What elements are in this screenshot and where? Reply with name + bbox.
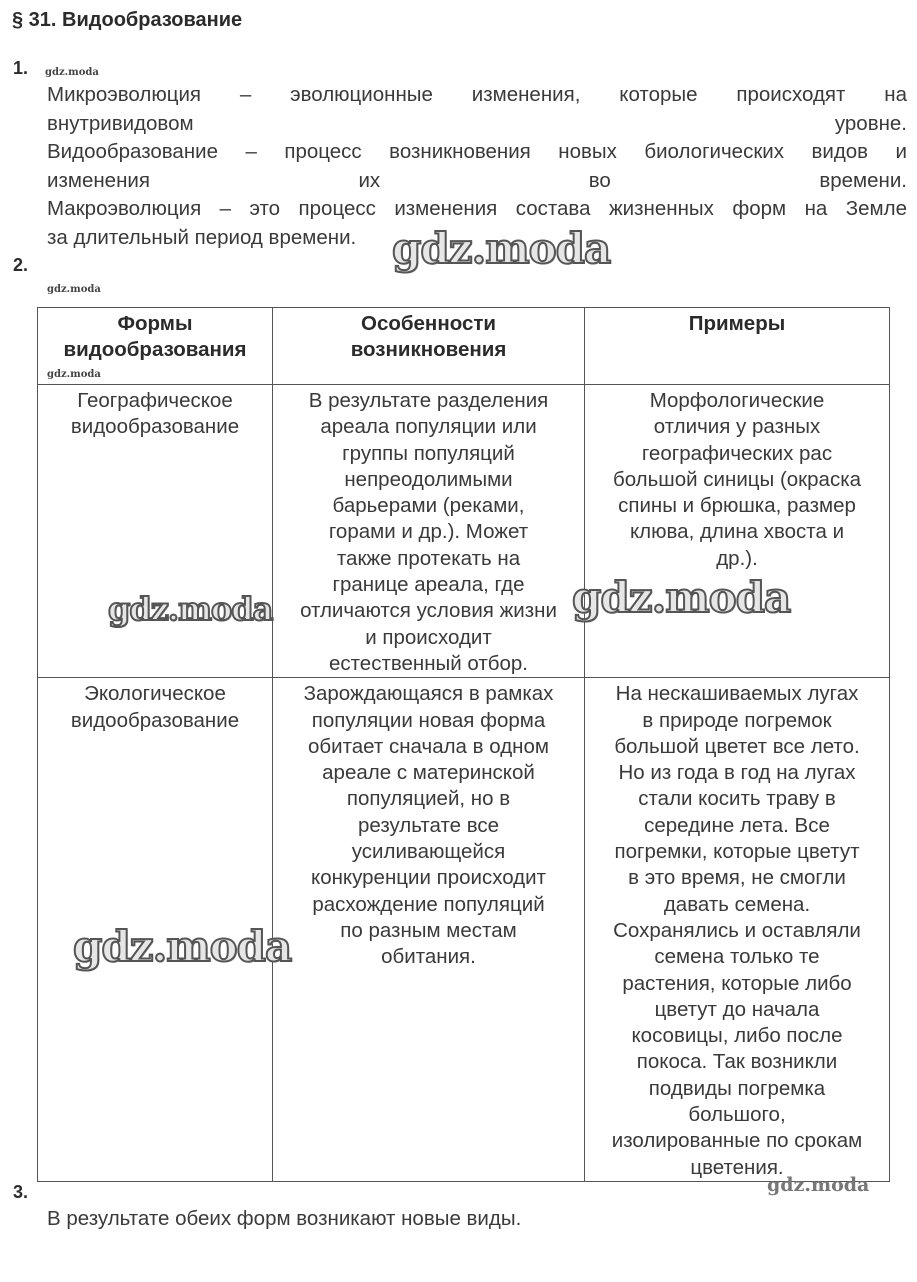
answer-line: изменения их во времени. bbox=[47, 168, 907, 192]
answer-line: Видообразование – процесс возникновения новых биологических видов и bbox=[47, 140, 907, 163]
watermark-medium: gdz.moda bbox=[767, 1174, 870, 1196]
table-cell-form: Географическое видообразование bbox=[38, 385, 273, 678]
table-cell-form: Экологическое видообразование bbox=[38, 678, 273, 1182]
answer-line: за длительный период времени. bbox=[47, 225, 357, 249]
watermark-small: gdz.moda bbox=[47, 284, 101, 295]
answer-line: Микроэволюция – эволюционные изменения, которые происходят на bbox=[47, 83, 907, 106]
question-3-number: 3. bbox=[13, 1182, 29, 1202]
watermark-small: gdz.moda bbox=[47, 369, 101, 380]
column-header: Примеры bbox=[585, 308, 890, 385]
table-row bbox=[38, 385, 890, 678]
table-header-row bbox=[38, 308, 890, 385]
speciation-table bbox=[37, 307, 890, 1182]
question-2-number: 2. bbox=[13, 255, 29, 275]
watermark-large: gdz.moda bbox=[392, 224, 611, 273]
answer-line: Макроэволюция – это процесс изменения состава жизненных форм на Земле bbox=[47, 197, 907, 220]
watermark-small: gdz.moda bbox=[45, 67, 99, 78]
page-title: § 31. Видообразование bbox=[12, 9, 243, 31]
watermark-large: gdz.moda bbox=[73, 922, 292, 971]
table-cell-examples: Морфологические отличия у разных географических рас большой синицы (окраска спины и брюшка, размер клюва, длина хвоста и др.). bbox=[585, 385, 890, 678]
question-3-answer: В результате обеих форм возникают новые виды. bbox=[47, 1207, 522, 1230]
column-header: Формы видообразования bbox=[38, 308, 273, 385]
column-header: Особенности возникновения bbox=[273, 308, 585, 385]
table-cell-examples: На нескашиваемых лугах в природе погремок большой цветет все лето. Но из года в год на лугах стали косить траву в середине лета. Все погремки, которые цветут в это время, не смогли давать семена. Сохранялись и оставляли семена только те растения, которые либо цветут до начала косовицы, либо после покоса. Так возникли подвиды погремка большого, изолированные по срокам цветения. bbox=[585, 678, 890, 1182]
answer-line: внутривидовом уровне. bbox=[47, 111, 907, 135]
table-cell-features: Зарождающаяся в рамках популяции новая форма обитает сначала в одном ареале с материнской популяцией, но в результате все усиливающейся конкуренции происходит расхождение популяций по разным местам обитания. bbox=[273, 678, 585, 1182]
table-cell-features: В результате разделения ареала популяции или группы популяций непреодолимыми барьерами (реками, горами и др.). Может также протекать на границе ареала, где отличаются условия жизни и происходит естественный отбор. bbox=[273, 385, 585, 678]
watermark-large: gdz.moda bbox=[572, 573, 791, 622]
watermark-large: gdz.moda bbox=[108, 590, 273, 628]
question-1-number: 1. bbox=[13, 58, 29, 78]
